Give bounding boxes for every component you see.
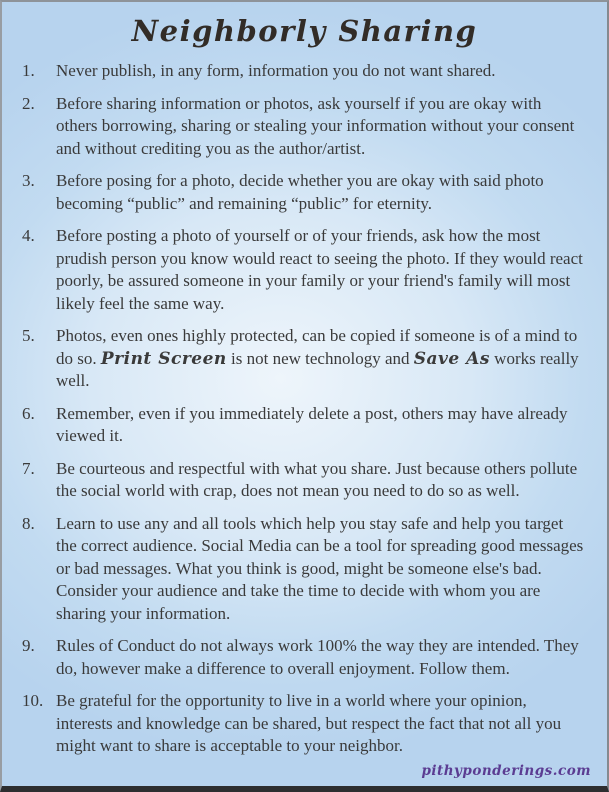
list-item-number: 9. bbox=[22, 636, 35, 655]
list-item-number: 6. bbox=[22, 403, 35, 423]
list-item-text: Before posting a photo of yourself or of your friends, ask how the most prudish person you know would react to seeing the photo. If they would react poorly, be assured someone in your family or your friend's family will most likely feel the same way. bbox=[56, 226, 583, 313]
list-item bbox=[18, 225, 591, 315]
list-item-text: Before sharing information or photos, ask yourself if you are okay with others borrowing, sharing or stealing your information without your consent and without crediting you as the author/artist. bbox=[56, 93, 575, 158]
list-item bbox=[18, 458, 591, 503]
list-item-text-segment: works really well. bbox=[56, 348, 579, 390]
list-item bbox=[18, 325, 591, 393]
rules-list bbox=[2, 48, 607, 758]
list-item-text-segment-script: Save As bbox=[413, 348, 490, 369]
list-item bbox=[18, 690, 591, 758]
list-item bbox=[18, 513, 591, 626]
list-item-text-segment-script: Print Screen bbox=[100, 348, 227, 369]
list-item-text: Be courteous and respectful with what you share. Just because others pollute the social world with crap, does not mean you need to do so as well. bbox=[56, 458, 578, 500]
list-item-number: 8. bbox=[22, 513, 35, 533]
list-item-text: Rules of Conduct do not always work 100% the way they are intended. They do, however make a difference to overall enjoyment. Follow them. bbox=[56, 636, 579, 678]
list-item-number: 5. bbox=[22, 326, 35, 345]
list-item-number: 3. bbox=[22, 171, 35, 190]
list-item-text-segment: Photos, even ones highly protected, can be copied if someone is of a mind to do so. bbox=[56, 326, 578, 368]
list-item bbox=[18, 403, 591, 448]
list-item bbox=[18, 93, 591, 161]
list-item-text-segment: is not new technology and bbox=[226, 348, 414, 368]
list-item-text: Remember, even if you immediately delete a post, others may have already viewed it. bbox=[56, 403, 568, 445]
list-item-text bbox=[56, 325, 591, 393]
list-item-text: Learn to use any and all tools which help you stay safe and help you target the correct audience. Social Media can be a tool for spreading good messages or bad messages. What you think is good, might be someone else's bad. Consider your audience and take the time to decide with whom you are sharing your information. bbox=[56, 513, 584, 623]
page-title: Neighborly Sharing bbox=[131, 14, 478, 48]
list-item-number: 1. bbox=[22, 61, 35, 80]
list-item-number: 7. bbox=[22, 458, 35, 478]
list-item-text: Be grateful for the opportunity to live in a world where your opinion, interests and knowledge can be shared, but respect the fact that not all you might want to share is acceptable to your neighbor. bbox=[56, 691, 562, 755]
list-item-number: 2. bbox=[22, 93, 35, 113]
list-item-text: Before posing for a photo, decide whether you are okay with said photo becoming “public” and remaining “public” for eternity. bbox=[56, 171, 544, 213]
list-item-text: Never publish, in any form, information you do not want shared. bbox=[56, 61, 496, 80]
list-item bbox=[18, 170, 591, 215]
watermark-site-link: pithyponderings.com bbox=[421, 763, 591, 779]
list-item-number: 4. bbox=[22, 226, 35, 245]
list-item bbox=[18, 635, 591, 680]
list-item-number: 10. bbox=[22, 691, 44, 710]
list-item bbox=[18, 60, 591, 83]
